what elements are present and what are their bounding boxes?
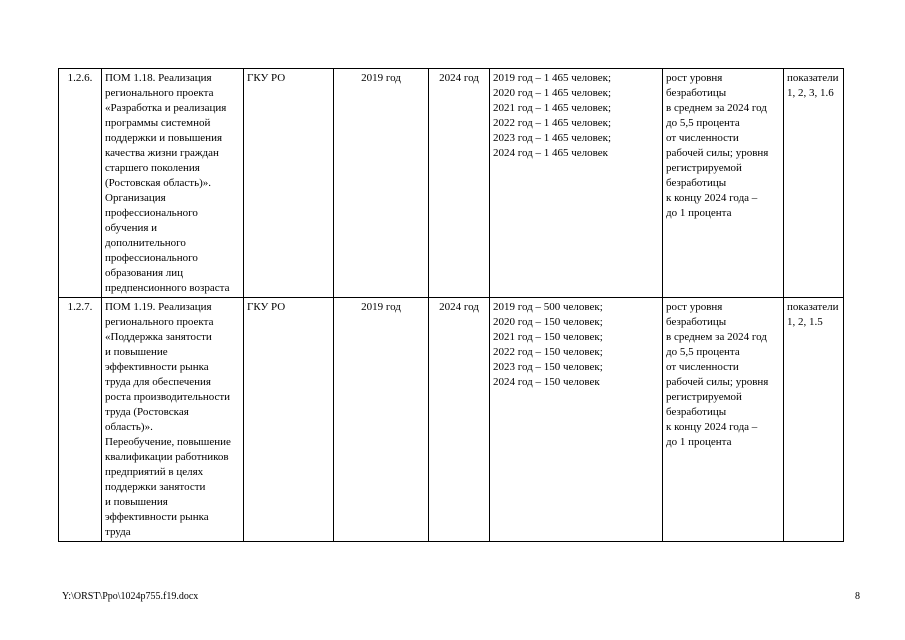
desc-line: область)». xyxy=(105,421,153,433)
start-year-cell xyxy=(334,298,429,542)
result-line: в среднем за 2024 год xyxy=(666,331,767,343)
desc-line: и повышения xyxy=(105,496,168,508)
desc-line: Переобучение, повышение xyxy=(105,436,231,448)
counts-line: 2022 год – 1 465 человек; xyxy=(493,117,612,129)
end-year: 2024 год xyxy=(439,72,479,84)
table-body xyxy=(59,69,844,542)
row-number-cell xyxy=(59,69,102,298)
result-line: рабочей силы; уровня xyxy=(666,376,769,388)
counts-line: 2021 год – 1 465 человек; xyxy=(493,102,612,114)
result-line: регистрируемой xyxy=(666,162,742,174)
result-line: к концу 2024 года – xyxy=(666,421,758,433)
desc-line: Организация xyxy=(105,192,166,204)
indicators-line: показатели xyxy=(787,301,839,313)
result-line: к концу 2024 года – xyxy=(666,192,758,204)
indicators-cell xyxy=(784,69,844,298)
responsible-org-cell xyxy=(244,69,334,298)
expected-result-cell xyxy=(663,69,784,298)
desc-line: труда (Ростовская xyxy=(105,406,189,418)
desc-line: ПОМ 1.19. Реализация xyxy=(105,301,212,313)
counts-line: 2020 год – 1 465 человек; xyxy=(493,87,612,99)
result-line: безработицы xyxy=(666,177,727,189)
page-number: 8 xyxy=(855,591,860,602)
result-line: рост уровня xyxy=(666,301,723,313)
counts-line: 2024 год – 150 человек xyxy=(493,376,600,388)
expected-result-cell xyxy=(663,298,784,542)
desc-line: и повышение xyxy=(105,346,168,358)
desc-line: качества жизни граждан xyxy=(105,147,219,159)
footer-file-path: Y:\ORST\Ppo\1024p755.f19.docx xyxy=(62,591,199,602)
desc-line: труда для обеспечения xyxy=(105,376,211,388)
desc-line: образования лиц xyxy=(105,267,184,279)
desc-line: регионального проекта xyxy=(105,316,214,328)
counts-line: 2022 год – 150 человек; xyxy=(493,346,603,358)
desc-line: старшего поколения xyxy=(105,162,200,174)
result-line: в среднем за 2024 год xyxy=(666,102,767,114)
desc-line: предприятий в целях xyxy=(105,466,204,478)
result-line: безработицы xyxy=(666,87,727,99)
row-number: 1.2.7. xyxy=(67,301,93,313)
desc-line: профессионального xyxy=(105,252,198,264)
indicators-line: показатели xyxy=(787,72,839,84)
desc-line: «Разработка и реализация xyxy=(105,102,227,114)
desc-line: «Поддержка занятости xyxy=(105,331,212,343)
responsible-org: ГКУ РО xyxy=(247,301,286,313)
result-line: безработицы xyxy=(666,316,727,328)
desc-line: эффективности рынка xyxy=(105,361,209,373)
measure-description-cell xyxy=(102,69,244,298)
end-year: 2024 год xyxy=(439,301,479,313)
result-line: безработицы xyxy=(666,406,727,418)
row-number: 1.2.6. xyxy=(67,72,93,84)
desc-line: поддержки и повышения xyxy=(105,132,223,144)
participants-count-cell xyxy=(490,69,663,298)
responsible-org-cell xyxy=(244,298,334,542)
desc-line: дополнительного xyxy=(105,237,186,249)
counts-line: 2021 год – 150 человек; xyxy=(493,331,603,343)
desc-line: профессионального xyxy=(105,207,198,219)
result-line: рост уровня xyxy=(666,72,723,84)
result-line: до 1 процента xyxy=(666,436,732,448)
desc-line: (Ростовская область)». xyxy=(105,177,212,189)
counts-line: 2023 год – 1 465 человек; xyxy=(493,132,612,144)
counts-line: 2019 год – 500 человек; xyxy=(493,301,603,313)
start-year-cell xyxy=(334,69,429,298)
counts-line: 2024 год – 1 465 человек xyxy=(493,147,609,159)
desc-line: обучения и xyxy=(105,222,158,234)
desc-line: эффективности рынка xyxy=(105,511,209,523)
counts-line: 2023 год – 150 человек; xyxy=(493,361,603,373)
responsible-org: ГКУ РО xyxy=(247,72,286,84)
result-line: рабочей силы; уровня xyxy=(666,147,769,159)
desc-line: поддержки занятости xyxy=(105,481,206,493)
counts-line: 2020 год – 150 человек; xyxy=(493,316,603,328)
table-row xyxy=(59,69,844,298)
indicators-line: 1, 2, 3, 1.6 xyxy=(787,87,834,99)
result-line: до 1 процента xyxy=(666,207,732,219)
result-line: до 5,5 процента xyxy=(666,117,740,129)
desc-line: ПОМ 1.18. Реализация xyxy=(105,72,212,84)
indicators-line: 1, 2, 1.5 xyxy=(787,316,823,328)
program-measures-table xyxy=(58,68,844,542)
indicators-cell xyxy=(784,298,844,542)
desc-line: труда xyxy=(105,526,131,538)
result-line: от численности xyxy=(666,361,739,373)
start-year: 2019 год xyxy=(361,301,401,313)
desc-line: роста производительности xyxy=(105,391,231,403)
result-line: до 5,5 процента xyxy=(666,346,740,358)
end-year-cell xyxy=(429,69,490,298)
desc-line: программы системной xyxy=(105,117,211,129)
participants-count-cell xyxy=(490,298,663,542)
result-line: регистрируемой xyxy=(666,391,742,403)
result-line: от численности xyxy=(666,132,739,144)
row-number-cell xyxy=(59,298,102,542)
desc-line: предпенсионного возраста xyxy=(105,282,230,294)
desc-line: квалификации работников xyxy=(105,451,229,463)
start-year: 2019 год xyxy=(361,72,401,84)
end-year-cell xyxy=(429,298,490,542)
measure-description-cell xyxy=(102,298,244,542)
table-row xyxy=(59,298,844,542)
counts-line: 2019 год – 1 465 человек; xyxy=(493,72,612,84)
desc-line: регионального проекта xyxy=(105,87,214,99)
